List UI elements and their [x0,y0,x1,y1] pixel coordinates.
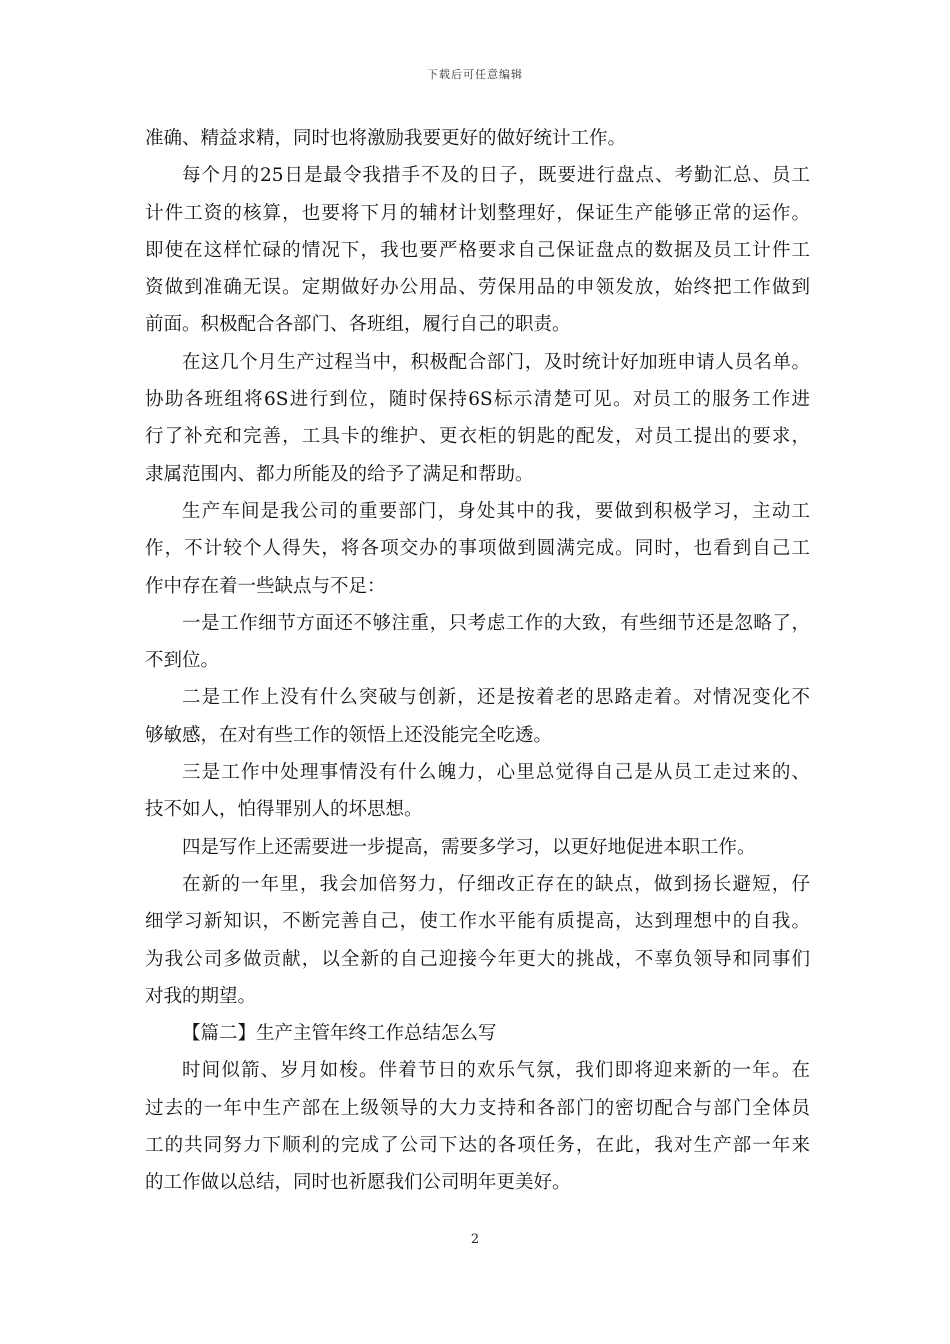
body-line: 的工作做以总结，同时也祈愿我们公司明年更美好。 [145,1172,571,1194]
body-line: 隶属范围内、都力所能及的给予了满足和帮助。 [145,463,534,485]
body-line: 资做到准确无误。定期做好办公用品、劳保用品的申领发放，始终把工作做到 [145,277,810,299]
page-header: 下载后可任意编辑 [427,68,523,81]
body-line: 三是工作中处理事情没有什么魄力，心里总觉得自己是从员工走过来的、 [182,762,810,784]
page-number: 2 [470,1232,480,1247]
body-line: 一是工作细节方面还不够注重，只考虑工作的大致，有些细节还是忽略了， [182,612,810,634]
body-line: 准确、精益求精，同时也将激励我要更好的做好统计工作。 [145,128,627,149]
body-line: 作，不计较个人得失，将各项交办的事项做到圆满完成。同时，也看到自己工 [145,538,810,560]
body-line: 细学习新知识，不断完善自己，使工作水平能有质提高，达到理想中的自我。 [145,911,810,933]
body-line: 够敏感，在对有些工作的领悟上还没能完全吃透。 [145,724,553,746]
body-line: 在新的一年里，我会加倍努力，仔细改正存在的缺点，做到扬长避短，仔 [182,873,810,895]
body-line: 不到位。 [145,650,220,672]
body-line: 前面。积极配合各部门、各班组，履行自己的职责。 [145,314,571,336]
body-line: 时间似箭、岁月如梭。伴着节日的欢乐气氛，我们即将迎来新的一年。在 [182,1060,810,1082]
body-line: 工的共同努力下顺利的完成了公司下达的各项任务，在此，我对生产部一年来 [145,1135,810,1157]
body-line: 过去的一年中生产部在上级领导的大力支持和各部门的密切配合与部门全体员 [145,1097,810,1119]
body-line: 对我的期望。 [145,985,257,1007]
body-line: 为我公司多做贡献，以全新的自己迎接今年更大的挑战，不辜负领导和同事们 [145,948,810,970]
body-line: 计件工资的核算，也要将下月的辅材计划整理好，保证生产能够正常的运作。 [145,202,810,224]
section-heading: 【篇二】生产主管年终工作总结怎么写 [182,1023,497,1045]
body-line: 技不如人，怕得罪别人的坏思想。 [145,799,423,821]
body-line: 作中存在着一些缺点与不足： [145,575,386,597]
document-body [145,120,810,1202]
body-line: 生产车间是我公司的重要部门，身处其中的我，要做到积极学习，主动工 [182,500,810,522]
body-line: 二是工作上没有什么突破与创新，还是按着老的思路走着。对情况变化不 [182,687,810,709]
body-line: 四是写作上还需要进一步提高，需要多学习，以更好地促进本职工作。 [182,836,756,858]
body-line: 行了补充和完善，工具卡的维护、更衣柜的钥匙的配发，对员工提出的要求， [145,426,810,448]
body-line: 在这几个月生产过程当中，积极配合部门，及时统计好加班申请人员名单。 [182,351,810,373]
body-line: 每个月的25日是最令我措手不及的日子，既要进行盘点、考勤汇总、员工 [182,165,810,187]
body-line: 协助各班组将6S进行到位，随时保持6S标示清楚可见。对员工的服务工作进 [145,389,810,411]
body-line: 即使在这样忙碌的情况下，我也要严格要求自己保证盘点的数据及员工计件工 [145,239,810,261]
